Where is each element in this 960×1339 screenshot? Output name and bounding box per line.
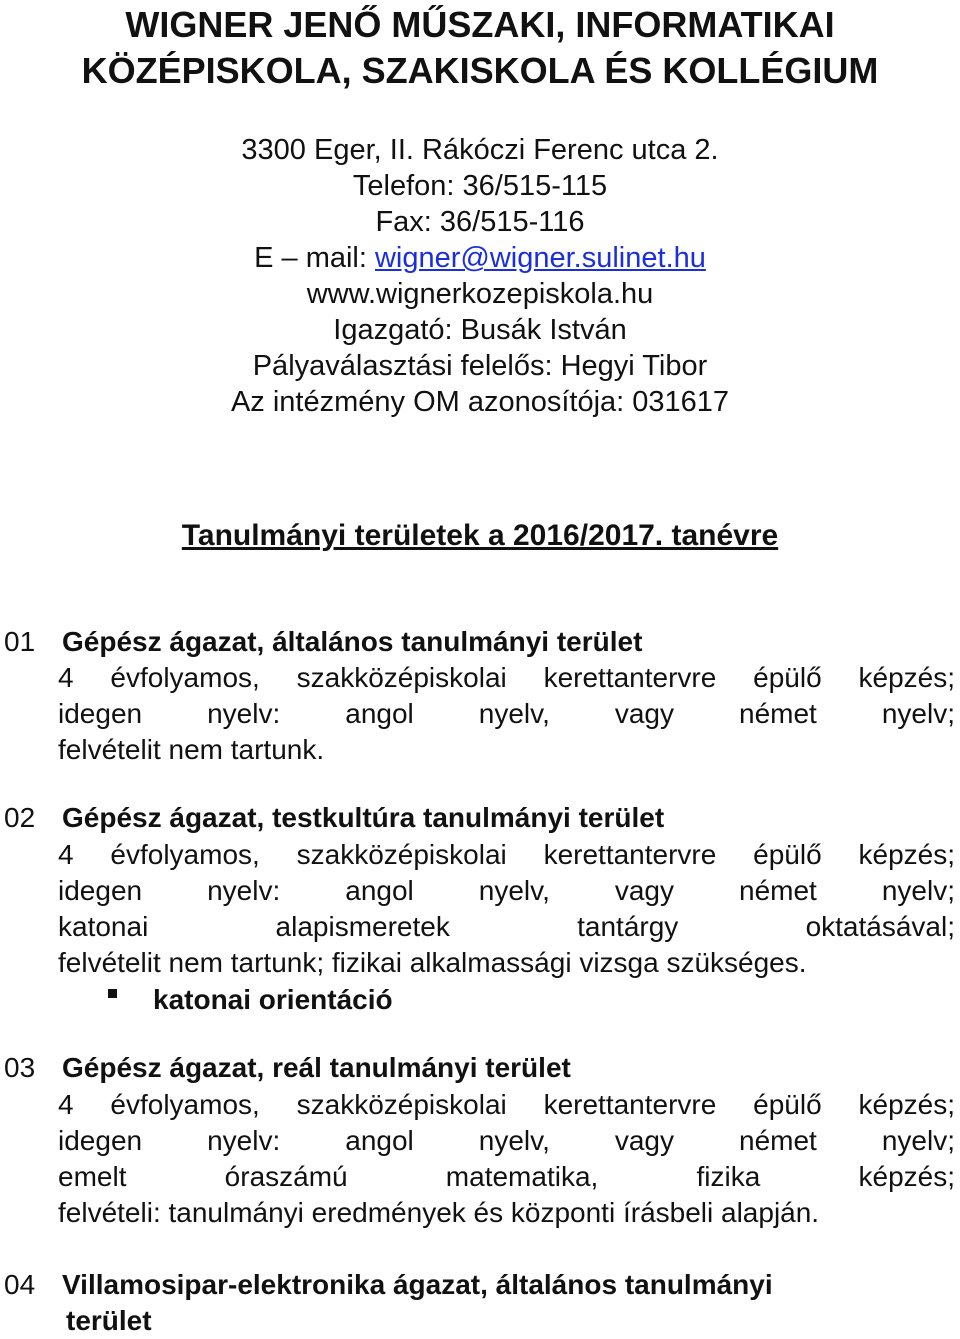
- email-label: E – mail:: [254, 242, 375, 274]
- section-04-title-line2: terület: [66, 1305, 152, 1336]
- section-01-title: Gépész ágazat, általános tanulmányi terület: [62, 626, 643, 657]
- fax: Fax: 36/515-116: [375, 206, 585, 238]
- phone: Telefon: 36/515-115: [352, 170, 608, 202]
- section-01-code: 01: [4, 626, 36, 657]
- section-01-line-1: 4 évfolyamos, szakközépiskolai kerettantervre épülő képzés;: [58, 662, 955, 693]
- section-02-line-2: idegen nyelv: angol nyelv, vagy német nyelv;: [58, 875, 955, 906]
- section-01-line-3: felvételit nem tartunk.: [58, 734, 325, 765]
- email-link[interactable]: wigner@wigner.sulinet.hu: [374, 242, 706, 274]
- section-02-bullet-text: katonai orientáció: [153, 984, 393, 1015]
- director: Igazgató: Busák István: [333, 314, 627, 346]
- school-name-line2: KÖZÉPISKOLA, SZAKISKOLA ÉS KOLLÉGIUM: [81, 50, 879, 91]
- section-03-code: 03: [4, 1052, 36, 1083]
- section-02-code: 02: [4, 802, 36, 833]
- section-02-text: [58, 837, 955, 981]
- section-02-line-4: felvételit nem tartunk; fizikai alkalmassági vizsga szükséges.: [58, 947, 807, 978]
- section-01-line-2: idegen nyelv: angol nyelv, vagy német nyelv;: [58, 698, 955, 729]
- section-02-title: Gépész ágazat, testkultúra tanulmányi terület: [62, 802, 665, 833]
- section-03-line-3: emelt óraszámú matematika, fizika képzés;: [58, 1161, 955, 1192]
- section-01-text: [58, 660, 955, 768]
- section-03-line-1: 4 évfolyamos, szakközépiskolai kerettantervre épülő képzés;: [58, 1089, 955, 1120]
- website: www.wignerkozepiskola.hu: [306, 278, 654, 310]
- page-heading: Tanulmányi területek a 2016/2017. tanévre: [181, 519, 779, 552]
- section-02-bullet: [108, 982, 393, 1018]
- section-03-line-2: idegen nyelv: angol nyelv, vagy német nyelv;: [58, 1125, 955, 1156]
- address: 3300 Eger, II. Rákóczi Ferenc utca 2.: [241, 134, 719, 166]
- career-advisor: Pályaválasztási felelős: Hegyi Tibor: [252, 350, 708, 382]
- section-02-line-1: 4 évfolyamos, szakközépiskolai kerettantervre épülő képzés;: [58, 839, 955, 870]
- section-04-title: [62, 1267, 942, 1339]
- section-04-title-line1: Villamosipar-elektronika ágazat, általános tanulmányi: [62, 1269, 773, 1300]
- section-03-title: Gépész ágazat, reál tanulmányi terület: [62, 1052, 571, 1083]
- section-03-text: [58, 1087, 955, 1231]
- section-03-line-4: felvételi: tanulmányi eredmények és központi írásbeli alapján.: [58, 1197, 820, 1228]
- om-id: Az intézmény OM azonosítója: 031617: [230, 386, 730, 418]
- section-02-line-3: katonai alapismeretek tantárgy oktatásával;: [58, 911, 955, 942]
- square-bullet-icon: [108, 989, 117, 998]
- school-name-line1: WIGNER JENŐ MŰSZAKI, INFORMATIKAI: [125, 4, 835, 45]
- email-line: [0, 240, 960, 276]
- section-04-code: 04: [4, 1269, 36, 1300]
- school-name: [0, 2, 960, 94]
